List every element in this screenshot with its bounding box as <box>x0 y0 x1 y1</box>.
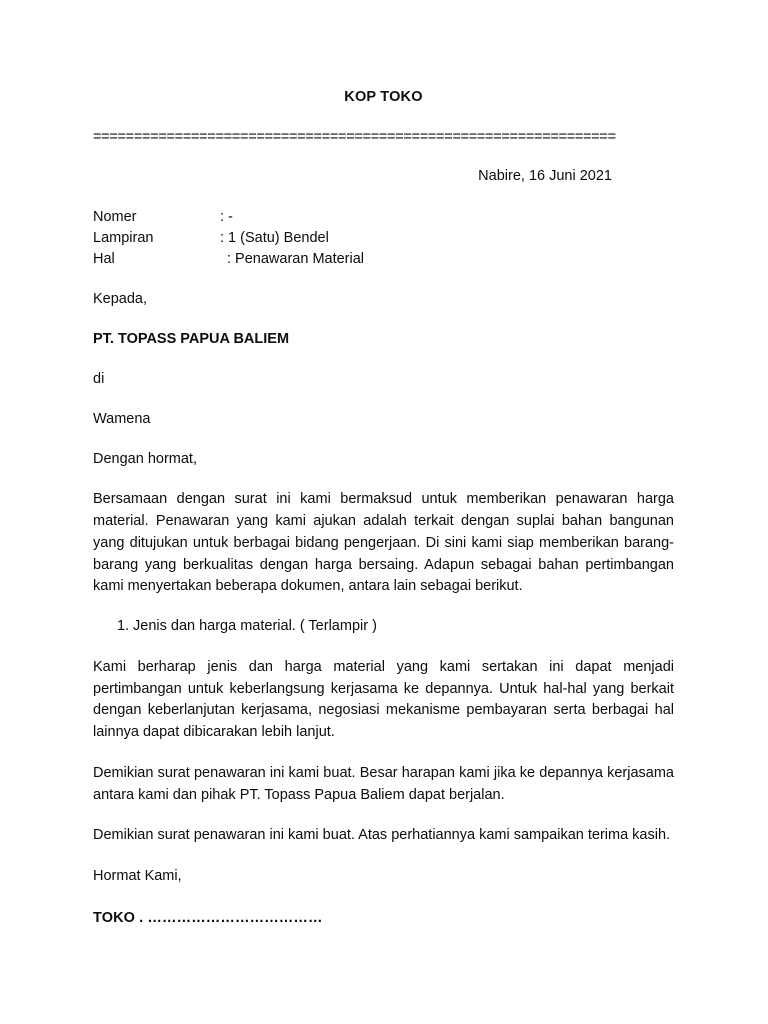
metadata-value-nomer: : - <box>220 209 233 226</box>
metadata-row-nomer <box>93 207 674 228</box>
metadata-label-lampiran: Lampiran <box>93 230 154 247</box>
sign-off: Hormat Kami, <box>93 868 182 885</box>
list-item-label: Jenis dan harga material. ( Terlampir ) <box>133 618 377 635</box>
metadata-row-hal <box>93 249 674 270</box>
signature-line: TOKO . ……………………………… <box>93 910 323 927</box>
document-body <box>93 0 674 929</box>
metadata-label-nomer: Nomer <box>93 209 137 226</box>
paragraph-closing-one: Demikian surat penawaran ini kami buat. Besar harapan kami jika ke depannya kerjasama antara kami dan pihak PT. Topass Papua Baliem dapat berjalan. <box>93 764 674 803</box>
letter-greeting: Dengan hormat, <box>93 451 197 468</box>
recipient-preposition: di <box>93 371 105 388</box>
header-separator-rule: ================================================================ <box>93 128 616 145</box>
metadata-value-hal: : Penawaran Material <box>227 251 365 268</box>
recipient-salutation: Kepada, <box>93 291 148 308</box>
recipient-city: Wamena <box>93 411 151 428</box>
list-item-marker: 1. <box>117 618 130 635</box>
metadata-row-lampiran <box>93 228 674 249</box>
metadata-label-hal: Hal <box>93 251 115 268</box>
list-item <box>93 616 674 638</box>
page-title: KOP TOKO <box>344 89 423 105</box>
letter-date: Nabire, 16 Juni 2021 <box>478 168 612 185</box>
metadata-value-lampiran: : 1 (Satu) Bendel <box>220 230 329 247</box>
attachment-list <box>93 598 674 638</box>
letter-metadata <box>93 186 674 270</box>
paragraph-closing-two: Demikian surat penawaran ini kami buat. Atas perhatiannya kami sampaikan terima kasih. <box>93 827 671 844</box>
paragraph-hope: Kami berharap jenis dan harga material yang kami sertakan ini dapat menjadi pertimbangan untuk keberlangsung kerjasama ke depannya. Untuk hal-hal yang berkait dengan keberlanjutan kerjasama, negosiasi mekanisme pembayaran serta berbagai hal lainnya dapat dibicarakan lebih lanjut. <box>93 658 674 741</box>
paragraph-intro: Bersamaan dengan surat ini kami bermaksud untuk memberikan penawaran harga material. Penawaran yang kami ajukan adalah terkait dengan suplai bahan bangunan yang ditujukan untuk berbagai bidang pengerjaan. Di sini kami siap memberikan barang-barang yang berkualitas dengan harga bersaing. Adapun sebagai bahan pertimbangan kami menyertakan beberapa dokumen, antara lain sebagai berikut. <box>93 491 674 595</box>
recipient-company: PT. TOPASS PAPUA BALIEM <box>93 331 290 348</box>
